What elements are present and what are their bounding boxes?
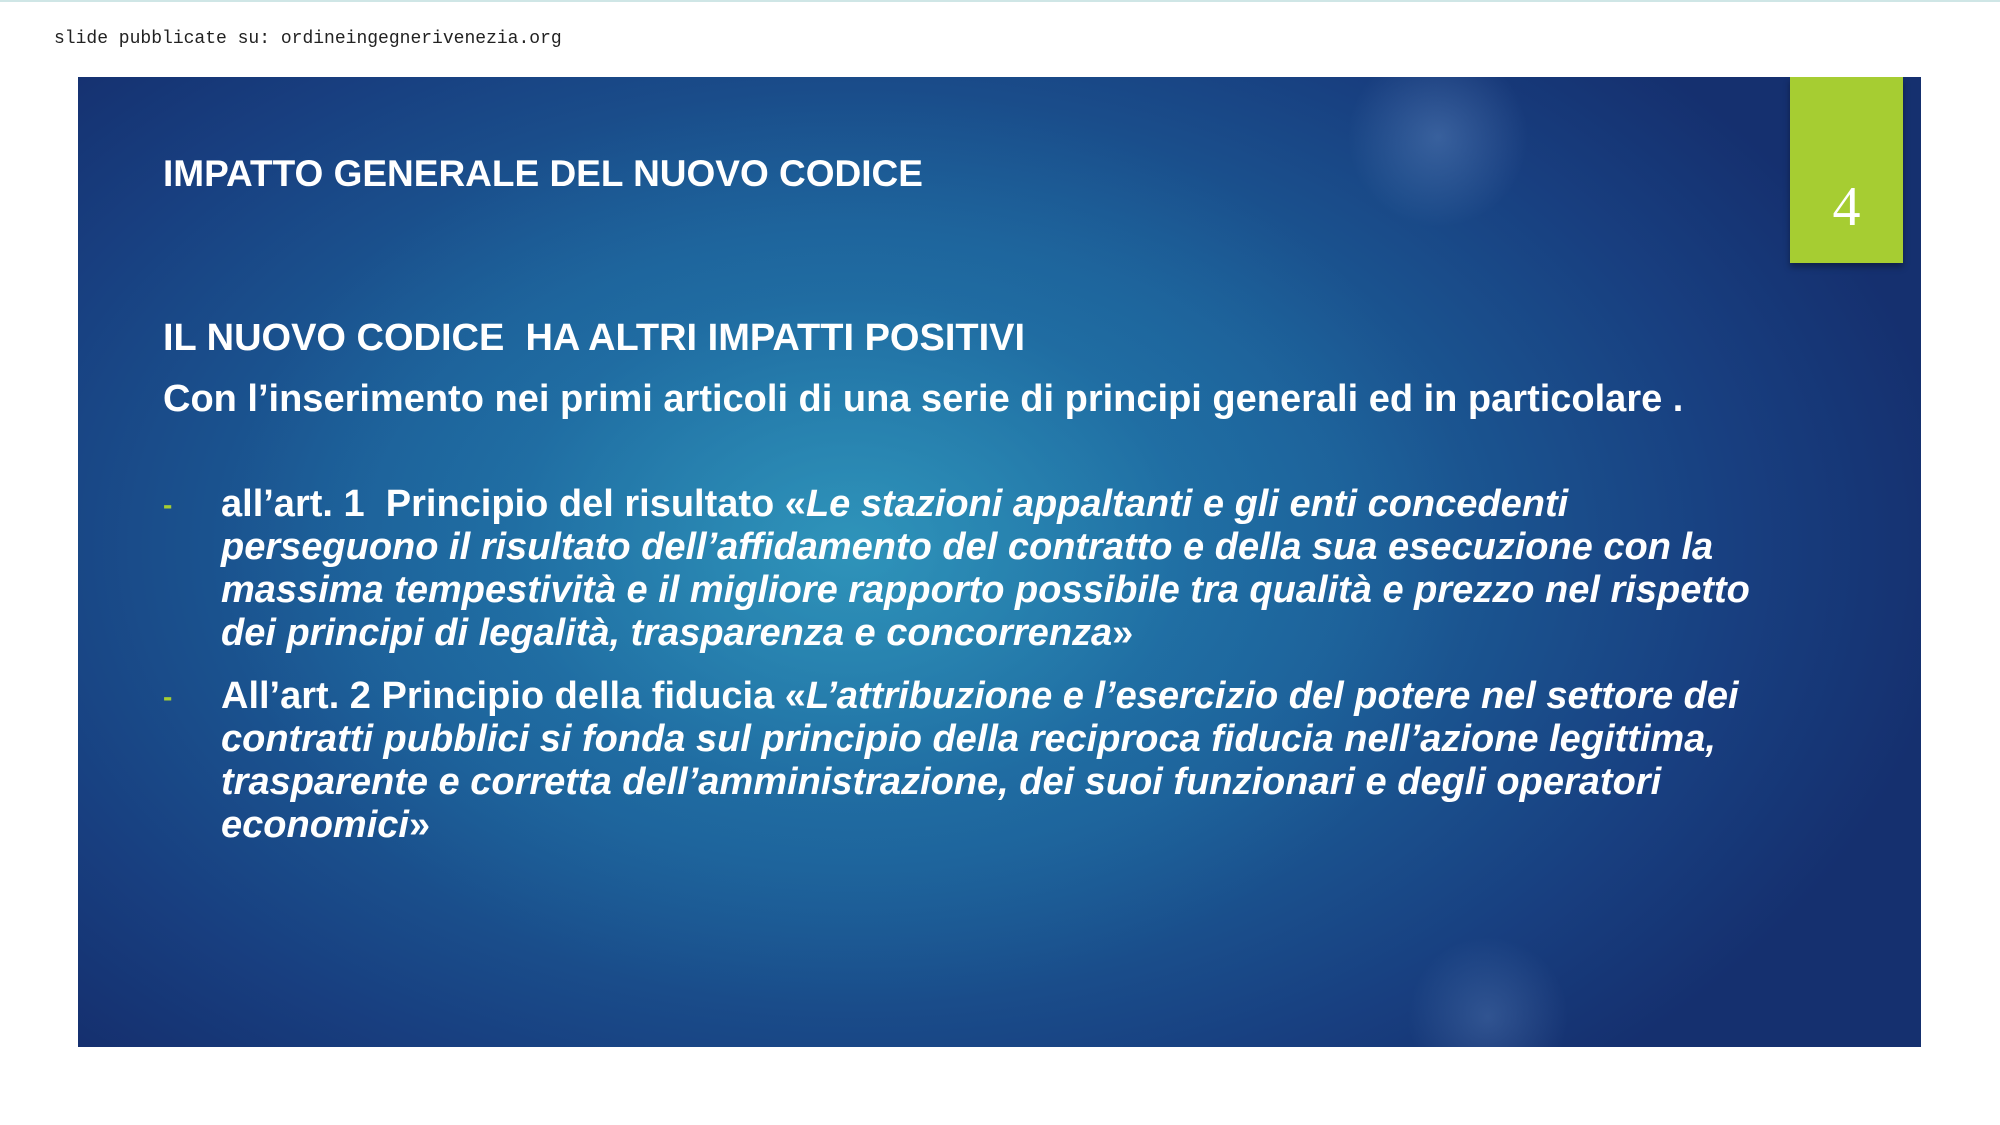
bullet-lead: All’art. 2 Principio della fiducia «: [221, 675, 806, 717]
bullet-quote-close: »: [1112, 612, 1134, 654]
bullet-article-2: [163, 675, 1763, 847]
slide-number: 4: [1832, 176, 1861, 238]
slide-subtitle: IL NUOVO CODICE HA ALTRI IMPATTI POSITIVI: [163, 317, 1026, 359]
source-note: slide pubblicate su: ordineingegnerivenezia.org: [54, 29, 562, 49]
bullet-quote-close: »: [408, 804, 431, 846]
slide-number-tab: [1790, 77, 1903, 263]
bullet-marker: -: [163, 489, 173, 520]
slide: [78, 77, 1921, 1047]
bullet-article-1: [163, 483, 1763, 655]
bullet-list: [163, 483, 1763, 847]
bullet-lead: all’art. 1 Principio del risultato «: [221, 483, 806, 525]
top-divider: [0, 0, 2000, 2]
bullet-quote: L’attribuzione e l’esercizio del potere nel settore dei contratti pubblici si fonda sul principio della reciproca fiducia nell’azione legittima, trasparente e corretta dell’amministrazione, dei suoi funzionari e degli operatori economici: [221, 675, 1739, 846]
bullet-quote: Le stazioni appaltanti e gli enti concedenti perseguono il risultato dell’affidamento del contratto e della sua esecuzione con la massima tempestività e il migliore rapporto possibile tra qualità e prezzo nel rispetto dei principi di legalità, trasparenza e concorrenza: [221, 483, 1750, 654]
intro-paragraph: Con l’inserimento nei primi articoli di una serie di principi generali ed in particolare .: [163, 378, 1684, 420]
slide-title: IMPATTO GENERALE DEL NUOVO CODICE: [163, 153, 923, 194]
bullet-marker: -: [163, 681, 173, 712]
